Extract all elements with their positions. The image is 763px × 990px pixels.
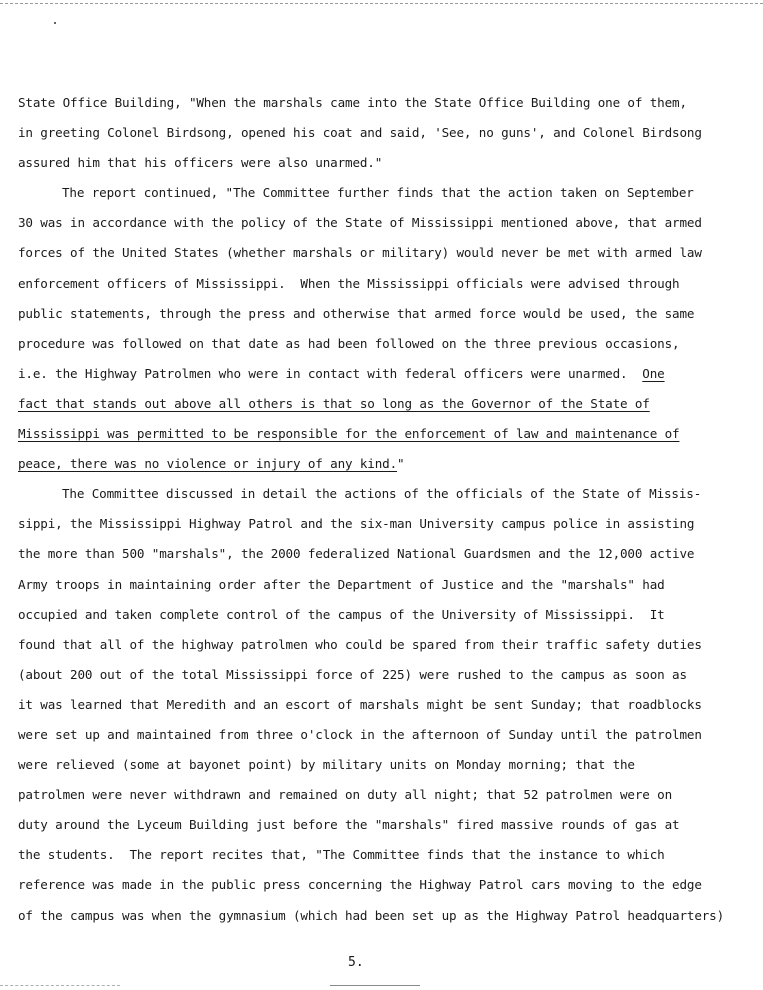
text-line: [18, 810, 738, 840]
underlined-text: One: [642, 365, 665, 381]
text-line: [18, 359, 738, 389]
text-line: [18, 539, 738, 569]
line-text: 30 was in accordance with the policy of the State of Mississippi mentioned above, that armed: [18, 215, 702, 231]
text-line: [18, 750, 738, 780]
text-line: [18, 600, 738, 630]
line-text: occupied and taken complete control of the campus of the University of Mississippi. It: [18, 606, 665, 622]
document-body: [18, 88, 738, 931]
line-text: assured him that his officers were also unarmed.": [18, 155, 383, 171]
line-text: enforcement officers of Mississippi. When the Mississippi officials were advised through: [18, 275, 680, 291]
line-text: found that all of the highway patrolmen who could be spared from their traffic safety duties: [18, 636, 702, 652]
line-text: reference was made in the public press concerning the Highway Patrol cars moving to the edge: [18, 877, 702, 893]
text-line: [18, 389, 738, 419]
line-text: procedure was followed on that date as had been followed on the three previous occasions,: [18, 335, 680, 351]
text-line: [18, 269, 738, 299]
text-line: [18, 870, 738, 900]
text-line: [18, 118, 738, 148]
line-text: The Committee discussed in detail the actions of the officials of the State of Missis-: [62, 486, 702, 502]
line-text: The report continued, "The Committee further finds that the action taken on September: [62, 185, 694, 201]
text-line: [18, 208, 738, 238]
closing-quote: ": [397, 456, 405, 472]
text-line: [18, 570, 738, 600]
text-line: [18, 630, 738, 660]
line-text: forces of the United States (whether marshals or military) would never be met with armed law: [18, 245, 702, 261]
line-text: were relieved (some at bayonet point) by military units on Monday morning; that the: [18, 757, 635, 773]
bottom-rule: [330, 985, 420, 986]
bottom-left-rule: [0, 985, 120, 986]
line-text: Army troops in maintaining order after the Department of Justice and the "marshals" had: [18, 576, 665, 592]
line-text: peace, there was no violence or injury of any kind.: [18, 456, 398, 472]
text-line: [18, 329, 738, 359]
text-line: [18, 299, 738, 329]
line-text: duty around the Lyceum Building just before the "marshals" fired massive rounds of gas at: [18, 817, 680, 833]
text-line: [18, 690, 738, 720]
text-line: [18, 88, 738, 118]
line-text: it was learned that Meredith and an escort of marshals might be sent Sunday; that roadblocks: [18, 696, 702, 712]
text-line: [18, 660, 738, 690]
line-text: fact that stands out above all others is that so long as the Governor of the State of: [18, 395, 650, 411]
line-text: Mississippi was permitted to be responsible for the enforcement of law and maintenance of: [18, 426, 680, 442]
line-text: public statements, through the press and otherwise that armed force would be used, the same: [18, 305, 695, 321]
line-text: State Office Building, "When the marshals came into the State Office Building one of them,: [18, 95, 687, 110]
text-line: [18, 238, 738, 268]
top-edge-border: [0, 3, 763, 4]
text-line: [18, 509, 738, 539]
line-text: the students. The report recites that, "The Committee finds that the instance to which: [18, 847, 665, 863]
text-line: [18, 178, 738, 208]
line-text: in greeting Colonel Birdsong, opened his coat and said, 'See, no guns', and Colonel Birdsong: [18, 125, 702, 141]
text-line: [18, 901, 738, 931]
text-line: [18, 419, 738, 449]
line-text: (about 200 out of the total Mississippi force of 225) were rushed to the campus as soon as: [18, 666, 687, 682]
text-line: [18, 449, 738, 479]
text-line: [18, 479, 738, 509]
line-text: were set up and maintained from three o'clock in the afternoon of Sunday until the patrolmen: [18, 726, 702, 742]
page-number: 5.: [348, 955, 364, 970]
line-text: the more than 500 "marshals", the 2000 federalized National Guardsmen and the 12,000 active: [18, 546, 695, 562]
stray-mark: [54, 22, 56, 24]
text-line: [18, 840, 738, 870]
line-text: of the campus was when the gymnasium (which had been set up as the Highway Patrol headquarters): [18, 907, 725, 923]
line-text: sippi, the Mississippi Highway Patrol and the six-man University campus police in assisting: [18, 516, 695, 532]
line-text: i.e. the Highway Patrolmen who were in contact with federal officers were unarmed.: [18, 365, 643, 381]
text-line: [18, 720, 738, 750]
text-line: [18, 780, 738, 810]
line-text: patrolmen were never withdrawn and remained on duty all night; that 52 patrolmen were on: [18, 787, 673, 803]
text-line: [18, 148, 738, 178]
